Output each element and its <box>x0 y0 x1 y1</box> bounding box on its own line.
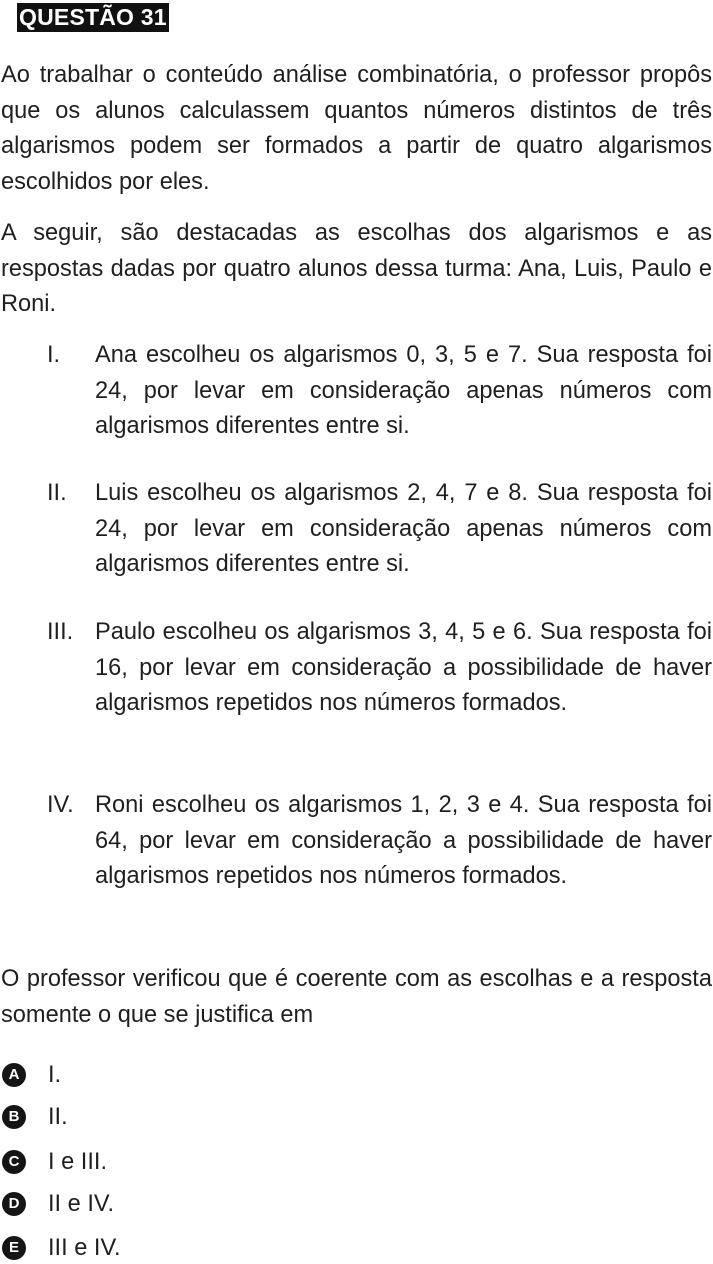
option-letter-c-icon: C <box>2 1150 26 1174</box>
statement-item-3 <box>47 615 712 722</box>
statement-text: Ana escolheu os algarismos 0, 3, 5 e 7. Sua resposta foi 24, por levar em consideração apenas números com algarismos diferentes entre si. <box>95 342 712 439</box>
question-prompt: O professor verificou que é coerente com as escolhas e a resposta somente o que se justifica em <box>1 966 712 1028</box>
statement-numeral: IV. <box>47 792 74 818</box>
option-letter-e-icon: E <box>2 1236 26 1260</box>
option-text: III e IV. <box>48 1234 121 1261</box>
statement-item-2 <box>47 476 712 583</box>
option-d[interactable] <box>2 1188 114 1220</box>
statement-text: Paulo escolheu os algarismos 3, 4, 5 e 6. Sua resposta foi 16, por levar em consideração a possibilidade de haver algarismos repetidos nos números formados. <box>95 619 712 716</box>
option-a[interactable] <box>2 1059 61 1091</box>
option-letter-a-icon: A <box>2 1063 26 1087</box>
option-b[interactable] <box>2 1101 68 1133</box>
statement-item-4 <box>47 788 712 895</box>
statement-text: Luis escolheu os algarismos 2, 4, 7 e 8. Sua resposta foi 24, por levar em consideração apenas números com algarismos diferentes entre si. <box>95 480 712 577</box>
statement-numeral: III. <box>47 619 74 645</box>
statement-text: Roni escolheu os algarismos 1, 2, 3 e 4. Sua resposta foi 64, por levar em consideração a possibilidade de haver algarismos repetidos nos números formados. <box>95 792 712 889</box>
statement-numeral: I. <box>47 342 61 368</box>
context-paragraph: A seguir, são destacadas as escolhas dos algarismos e as respostas dadas por quatro alunos dessa turma: Ana, Luis, Paulo e Roni. <box>1 220 712 317</box>
option-e[interactable] <box>2 1232 121 1264</box>
intro-paragraph: Ao trabalhar o conteúdo análise combinatória, o professor propôs que os alunos calculassem quantos números distintos de três algarismos podem ser formados a partir de quatro algarismos escolhidos por eles. <box>1 62 712 195</box>
statement-item-1 <box>47 338 712 445</box>
option-letter-b-icon: B <box>2 1105 26 1129</box>
option-c[interactable] <box>2 1146 107 1178</box>
option-text: I e III. <box>48 1148 108 1175</box>
question-label: QUESTÃO 31 <box>19 4 167 30</box>
option-text: II e IV. <box>48 1190 115 1217</box>
statement-numeral: II. <box>47 480 67 506</box>
option-text: I. <box>48 1061 62 1088</box>
option-text: II. <box>48 1103 68 1130</box>
option-letter-d-icon: D <box>2 1192 26 1216</box>
